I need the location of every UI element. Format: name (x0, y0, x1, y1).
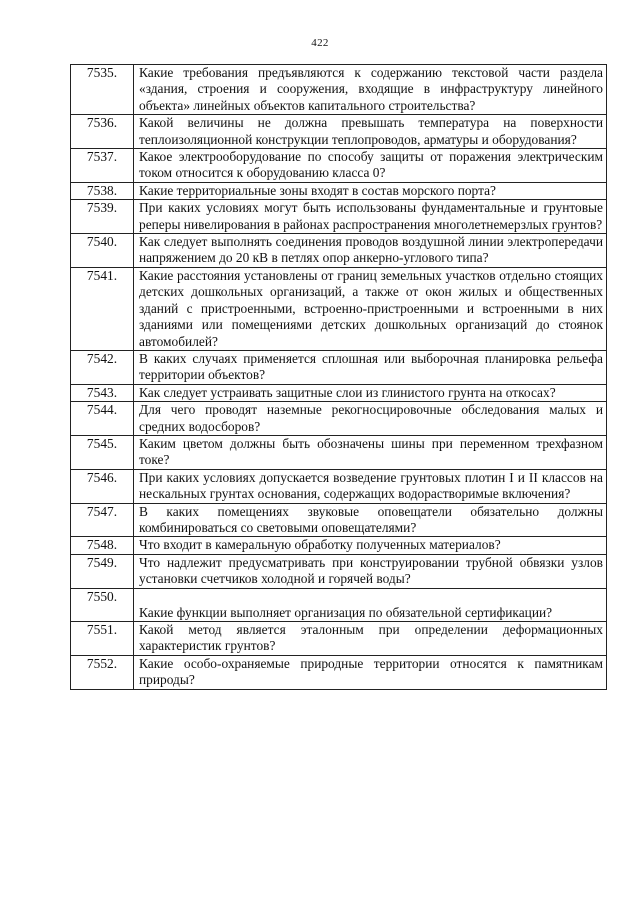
question-text: Какой метод является эталонным при определении деформационных характеристик грунтов? (134, 622, 607, 656)
question-number: 7540. (71, 234, 134, 268)
table-row (71, 65, 607, 115)
question-number: 7549. (71, 554, 134, 588)
table-row (71, 234, 607, 268)
question-number: 7545. (71, 435, 134, 469)
question-text: В каких случаях применяется сплошная или выборочная планировка рельефа территории объектов? (134, 350, 607, 384)
question-number: 7537. (71, 149, 134, 183)
question-number: 7542. (71, 350, 134, 384)
questions-table (70, 64, 607, 690)
question-number: 7536. (71, 115, 134, 149)
table-row (71, 402, 607, 436)
table-row (71, 149, 607, 183)
table-row (71, 267, 607, 350)
question-number: 7546. (71, 469, 134, 503)
question-text: Какие функции выполняет организация по обязательной сертификации? (134, 588, 607, 621)
question-text: Для чего проводят наземные рекогносцировочные обследования малых и средних водосборов? (134, 402, 607, 436)
question-text: При каких условиях могут быть использованы фундаментальные и грунтовые реперы нивелирования в районах распространения многолетнемерзлых грунтов? (134, 200, 607, 234)
question-text: Каким цветом должны быть обозначены шины при переменном трехфазном токе? (134, 435, 607, 469)
table-row (71, 655, 607, 689)
question-text: При каких условиях допускается возведение грунтовых плотин I и II классов на нескальных грунтах основания, содержащих водорастворимые включения? (134, 469, 607, 503)
table-row (71, 622, 607, 656)
question-number: 7538. (71, 182, 134, 199)
question-text: Как следует выполнять соединения проводов воздушной линии электропередачи напряжением до 20 кВ в петлях опор анкерно-углового типа? (134, 234, 607, 268)
table-row (71, 350, 607, 384)
question-text: Как следует устраивать защитные слои из глинистого грунта на откосах? (134, 384, 607, 401)
table-row (71, 182, 607, 199)
table-row (71, 503, 607, 537)
question-number: 7535. (71, 65, 134, 115)
question-number: 7547. (71, 503, 134, 537)
question-number: 7543. (71, 384, 134, 401)
table-row (71, 384, 607, 401)
question-text: Какие особо-охраняемые природные территории относятся к памятникам природы? (134, 655, 607, 689)
question-text: Что надлежит предусматривать при конструировании трубной обвязки узлов установки счетчиков холодной и горячей воды? (134, 554, 607, 588)
question-text: Какие требования предъявляются к содержанию текстовой части раздела «здания, строения и сооружения, входящие в инфраструктуру линейного объекта» линейных объектов капитального строительства? (134, 65, 607, 115)
question-text: Что входит в камеральную обработку полученных материалов? (134, 537, 607, 554)
table-row (71, 554, 607, 588)
question-text: В каких помещениях звуковые оповещатели обязательно должны комбинироваться со световыми оповещателями? (134, 503, 607, 537)
question-number: 7552. (71, 655, 134, 689)
table-row (71, 435, 607, 469)
page-number: 422 (311, 37, 329, 49)
question-text: Какие территориальные зоны входят в состав морского порта? (134, 182, 607, 199)
question-number: 7548. (71, 537, 134, 554)
question-text: Какое электрооборудование по способу защиты от поражения электрическим током относится к оборудованию класса 0? (134, 149, 607, 183)
table-row (71, 200, 607, 234)
question-number: 7550. (71, 588, 134, 621)
question-number: 7541. (71, 267, 134, 350)
table-row (71, 115, 607, 149)
question-text: Какие расстояния установлены от границ земельных участков отдельно стоящих детских дошкольных организаций, а также от окон жилых и общественных зданий с пристроенными, встроенно-пристроенными и встроенными в них зданиями или помещениями детских дошкольных организаций до стоянок автомобилей? (134, 267, 607, 350)
question-number: 7551. (71, 622, 134, 656)
question-number: 7544. (71, 402, 134, 436)
question-text: Какой величины не должна превышать температура на поверхности теплоизоляционной конструкции теплопроводов, арматуры и оборудования? (134, 115, 607, 149)
table-row (71, 537, 607, 554)
table-row (71, 588, 607, 621)
question-number: 7539. (71, 200, 134, 234)
table-row (71, 469, 607, 503)
